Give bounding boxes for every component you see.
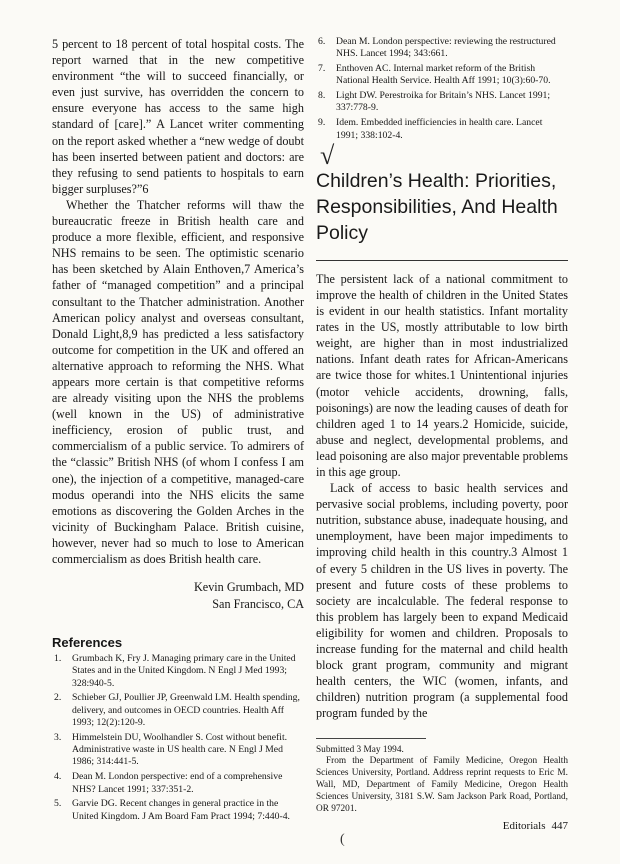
author-signature bbox=[52, 579, 304, 613]
reference-list bbox=[52, 653, 304, 823]
submitted-note: Submitted 3 May 1994. bbox=[316, 744, 404, 755]
reference-text: Dean M. London perspective: end of a comprehensive NHS? Lancet 1991; 337:351-2. bbox=[72, 771, 283, 795]
reference-number: 3. bbox=[54, 731, 62, 743]
reference-item bbox=[52, 692, 304, 729]
body-paragraph: Lack of access to basic health services and pervasive social problems, including poverty, poor nutrition, substance abuse, inadequate housing, and unemployment, have been major impediments to improving child health in this country.3 Almost 1 of every 5 children in the US lives in poverty. The present and future costs of these problems to society are incalculable. The federal response to this problem has largely been to expand Medicaid eligibility for women and children. Proposals to increase funding for the maternal and child health block grant program, community and migrant health centers, the WIC (women, infants, and children) nutrition program (a supplemental food program funded by the bbox=[316, 481, 568, 721]
article-title: Children’s Health: Priorities, Responsibilities, And Health Policy bbox=[316, 169, 558, 244]
handwritten-check-mark: √ bbox=[320, 140, 335, 170]
reference-number: 7. bbox=[318, 63, 326, 75]
reference-item bbox=[52, 732, 304, 769]
page-footer bbox=[468, 820, 568, 832]
body-paragraph: The persistent lack of a national commitment to improve the health of children in the United States is evident in our health statistics. Infant mortality rates in the US, mostly attributable to low birth weight, are higher than in most industrialized nations. Infant death rates for African-Americans are twice those for whites.1 Unintentional injuries (motor vehicle accidents, drowning, falls, poisonings) are now the leading causes of death for children aged 1 to 14 years.2 Homicide, suicide, abuse and neglect, developmental problems, and lead poisoning are also major preventable problems in this age group. bbox=[316, 271, 568, 479]
reference-number: 8. bbox=[318, 90, 326, 102]
margin-mark: ( bbox=[340, 832, 345, 847]
reference-text: Schieber GJ, Poullier JP, Greenwald LM. Health spending, delivery, and outcomes in OECD countries. Health Aff 1993; 12(2):120-9. bbox=[72, 692, 300, 729]
reference-text: Garvie DG. Recent changes in general practice in the United Kingdom. J Am Board Fam Pract 1994; 7:440-4. bbox=[72, 798, 290, 822]
footnote-divider bbox=[316, 738, 426, 739]
author-location: San Francisco, CA bbox=[212, 597, 304, 612]
reference-text: Enthoven AC. Internal market reform of the British National Health Service. Health Aff 1991; 10(3):60-70. bbox=[336, 63, 551, 87]
reference-number: 2. bbox=[54, 692, 62, 704]
author-name: Kevin Grumbach, MD bbox=[193, 580, 304, 595]
left-body-text bbox=[52, 36, 304, 567]
article-footnote bbox=[316, 745, 568, 816]
body-paragraph: Whether the Thatcher reforms will thaw the bureaucratic freeze in British health care and produce a more flexible, efficient, and responsive NHS remains to be seen. The optimistic scenario has been sketched by Alain Enthoven,7 America’s father of “managed competition” and a principal consultant to the Thatcher administration. Another American policy analyst and overseas consultant, Donald Light,8,9 has predicted a less satisfactory outcome for competition in the UK and offered an alternative approach to reforming the NHS. What appears more certain is that competitive reforms are already visiting upon the NHS the problems (well known in the US) of administrative inefficiency, erosion of public trust, and commercialism of a public service. To admirers of the “classic” British NHS (of whom I confess I am one), the injection of a competitive, managed-care modus operandi into the NHS elicits the same emotions as discovering the Golden Arches in the vicinity of Buckingham Palace. British cuisine, however, never had so much to lose to American commercialism as does British health care. bbox=[52, 197, 304, 566]
reference-item bbox=[316, 117, 568, 142]
reference-text: Light DW. Perestroika for Britain’s NHS. Lancet 1991; 337:778-9. bbox=[336, 90, 551, 114]
reference-list-continued bbox=[316, 36, 568, 142]
reference-number: 9. bbox=[318, 117, 326, 129]
reference-item bbox=[316, 36, 568, 61]
reference-number: 1. bbox=[54, 653, 62, 665]
body-paragraph: 5 percent to 18 percent of total hospital costs. The report warned that in the new competitive environment “the will to succeed financially, or even just survive, has overridden the concern to ensure everyone has access to the same high standard of [care].” A Lancet writer commenting on the report asked whether a “new wedge of doubt has been inserted between patient and doctors: are they refusing to send patients to hospitals to earn bigger surpluses?”6 bbox=[52, 37, 304, 196]
reference-text: Grumbach K, Fry J. Managing primary care in the United States and in the United Kingdom. N Engl J Med 1993; 328:940-5. bbox=[72, 653, 296, 689]
affiliation-note: From the Department of Family Medicine, Oregon Health Sciences University, Portland. Address reprint requests to Eric M. Wall, MD, Department of Family Medicine, Oregon Health Sciences University, 3181 S.W. Sam Jackson Park Road, Portland, OR 97201. bbox=[316, 756, 568, 815]
right-column bbox=[316, 36, 568, 816]
reference-item bbox=[52, 798, 304, 823]
reference-number: 5. bbox=[54, 798, 62, 810]
reference-number: 6. bbox=[318, 36, 326, 47]
references-heading: References bbox=[52, 635, 123, 651]
reference-number: 4. bbox=[54, 771, 62, 783]
reference-item bbox=[316, 90, 568, 115]
left-column bbox=[52, 36, 304, 825]
section-name: Editorials bbox=[502, 820, 546, 832]
title-divider bbox=[316, 260, 568, 261]
reference-text: Dean M. London perspective: reviewing the restructured NHS. Lancet 1994; 343:661. bbox=[336, 36, 556, 60]
reference-item bbox=[52, 653, 304, 690]
reference-text: Himmelstein DU, Woolhandler S. Cost without benefit. Administrative waste in US health care. N Engl J Med 1986; 314:441-5. bbox=[72, 731, 288, 768]
reference-item bbox=[52, 771, 304, 796]
reference-item bbox=[316, 63, 568, 88]
right-body-text bbox=[316, 271, 568, 722]
page-number: 447 bbox=[551, 820, 568, 832]
reference-text: Idem. Embedded inefficiencies in health care. Lancet 1991; 338:102-4. bbox=[336, 117, 543, 141]
